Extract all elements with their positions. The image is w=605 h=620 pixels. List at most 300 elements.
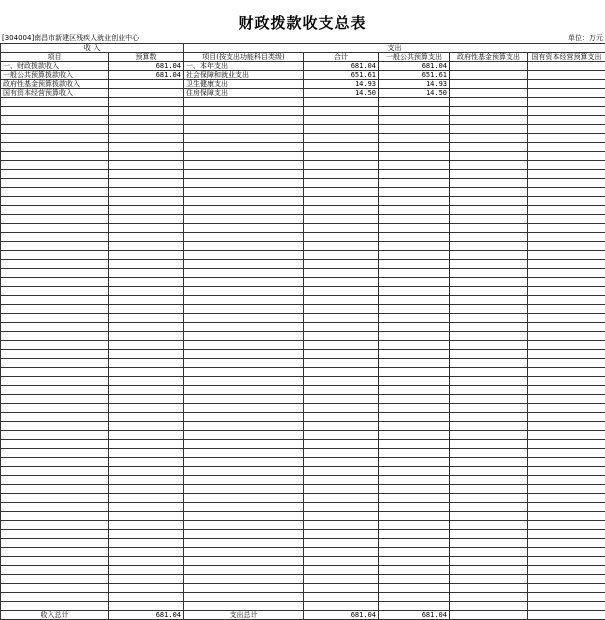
table-cell [1, 359, 109, 368]
table-cell [528, 494, 605, 503]
table-cell [184, 143, 304, 152]
table-cell [304, 98, 379, 107]
table-cell [528, 575, 605, 584]
column-header-row [1, 53, 605, 62]
table-cell [109, 359, 184, 368]
table-cell [450, 341, 528, 350]
table-row [1, 476, 605, 485]
table-cell [450, 134, 528, 143]
table-row [1, 458, 605, 467]
table-cell [450, 287, 528, 296]
table-cell [450, 323, 528, 332]
table-cell [450, 188, 528, 197]
table-cell [379, 134, 450, 143]
table-cell [109, 188, 184, 197]
table-cell [109, 125, 184, 134]
table-cell [304, 359, 379, 368]
table-cell: 651.61 [379, 71, 450, 80]
table-cell [528, 278, 605, 287]
table-cell [304, 566, 379, 575]
table-cell [450, 80, 528, 89]
table-body [1, 62, 605, 611]
table-cell [109, 170, 184, 179]
table-cell [184, 125, 304, 134]
table-cell [1, 395, 109, 404]
table-cell [109, 503, 184, 512]
table-cell [304, 305, 379, 314]
table-cell [184, 485, 304, 494]
table-cell [184, 530, 304, 539]
table-cell: 14.50 [304, 89, 379, 98]
table-cell [109, 233, 184, 242]
table-cell [109, 341, 184, 350]
col-header: 项目 [1, 53, 109, 62]
table-cell [528, 521, 605, 530]
table-cell [450, 494, 528, 503]
table-cell [379, 422, 450, 431]
table-cell [528, 323, 605, 332]
table-row [1, 341, 605, 350]
table-cell [184, 575, 304, 584]
col-header: 合计 [304, 53, 379, 62]
table-cell [450, 386, 528, 395]
table-cell [379, 170, 450, 179]
table-cell [109, 548, 184, 557]
table-cell [184, 332, 304, 341]
table-cell [528, 548, 605, 557]
table-cell [184, 215, 304, 224]
table-cell [379, 521, 450, 530]
table-cell [528, 404, 605, 413]
table-cell [1, 467, 109, 476]
table-row [1, 170, 605, 179]
table-cell [1, 584, 109, 593]
table-cell [1, 476, 109, 485]
table-cell [379, 359, 450, 368]
table-cell [109, 323, 184, 332]
table-cell [450, 566, 528, 575]
table-cell [379, 242, 450, 251]
table-cell [450, 215, 528, 224]
table-cell [528, 80, 605, 89]
table-cell [528, 305, 605, 314]
table-cell [528, 242, 605, 251]
table-cell [109, 539, 184, 548]
table-cell [528, 593, 605, 602]
table-cell [184, 242, 304, 251]
table-cell [528, 260, 605, 269]
table-cell [184, 449, 304, 458]
table-cell [109, 89, 184, 98]
table-cell [109, 449, 184, 458]
income-group-header: 收 入 [1, 44, 184, 53]
table-cell [379, 512, 450, 521]
table-cell [304, 170, 379, 179]
table-cell [1, 350, 109, 359]
table-cell [528, 179, 605, 188]
table-cell [1, 503, 109, 512]
table-row [1, 539, 605, 548]
table-cell [528, 251, 605, 260]
table-cell [184, 521, 304, 530]
table-cell [184, 593, 304, 602]
table-row [1, 314, 605, 323]
table-row [1, 197, 605, 206]
table-cell [450, 521, 528, 530]
table-row [1, 431, 605, 440]
table-cell [379, 215, 450, 224]
table-cell [109, 134, 184, 143]
table-cell [184, 206, 304, 215]
table-cell [379, 251, 450, 260]
table-cell: 681.04 [109, 611, 184, 620]
table-cell [379, 260, 450, 269]
table-cell [379, 377, 450, 386]
table-row [1, 404, 605, 413]
table-cell [304, 260, 379, 269]
table-cell [109, 386, 184, 395]
table-cell [304, 143, 379, 152]
table-cell [528, 197, 605, 206]
table-cell [184, 269, 304, 278]
table-cell [528, 152, 605, 161]
table-cell [528, 566, 605, 575]
table-cell [450, 557, 528, 566]
table-cell [1, 269, 109, 278]
table-cell [184, 233, 304, 242]
table-row [1, 521, 605, 530]
table-cell [1, 575, 109, 584]
table-cell [450, 350, 528, 359]
table-cell: 国有资本经营预算收入 [1, 89, 109, 98]
table-cell [184, 431, 304, 440]
table-row [1, 395, 605, 404]
table-cell [450, 467, 528, 476]
table-cell [379, 548, 450, 557]
table-row [1, 368, 605, 377]
table-cell [379, 494, 450, 503]
budget-table [0, 43, 605, 620]
table-cell [450, 197, 528, 206]
table-cell [109, 143, 184, 152]
col-header: 预算数 [109, 53, 184, 62]
table-cell [379, 287, 450, 296]
table-cell [304, 314, 379, 323]
table-row [1, 98, 605, 107]
table-cell [528, 512, 605, 521]
table-cell [184, 116, 304, 125]
table-cell [379, 314, 450, 323]
table-cell [109, 332, 184, 341]
table-cell [304, 134, 379, 143]
table-cell [184, 278, 304, 287]
table-cell: 14.93 [304, 80, 379, 89]
table-cell [379, 161, 450, 170]
table-cell [528, 557, 605, 566]
table-row [1, 422, 605, 431]
table-cell [528, 602, 605, 611]
col-header: 政府性基金预算支出 [450, 53, 528, 62]
table-cell [528, 449, 605, 458]
table-cell [184, 287, 304, 296]
table-cell [528, 584, 605, 593]
table-cell [1, 98, 109, 107]
table-row [1, 62, 605, 71]
table-cell [109, 593, 184, 602]
table-cell [1, 323, 109, 332]
table-cell [450, 431, 528, 440]
table-cell [379, 107, 450, 116]
table-cell [109, 107, 184, 116]
table-row [1, 512, 605, 521]
table-cell [450, 413, 528, 422]
table-cell [109, 458, 184, 467]
table-cell [528, 125, 605, 134]
table-cell [379, 188, 450, 197]
table-row [1, 602, 605, 611]
table-row [1, 323, 605, 332]
table-cell [528, 377, 605, 386]
table-cell [184, 440, 304, 449]
table-cell [528, 62, 605, 71]
table-cell [109, 269, 184, 278]
table-cell [109, 296, 184, 305]
table-cell [379, 584, 450, 593]
table-cell [379, 431, 450, 440]
table-row [1, 206, 605, 215]
table-cell [379, 206, 450, 215]
table-cell [109, 206, 184, 215]
table-cell [379, 476, 450, 485]
table-cell [1, 458, 109, 467]
table-row [1, 233, 605, 242]
table-cell [184, 494, 304, 503]
table-row [1, 296, 605, 305]
table-cell [528, 476, 605, 485]
table-cell [304, 116, 379, 125]
table-cell [109, 242, 184, 251]
table-cell [304, 485, 379, 494]
table-cell [109, 377, 184, 386]
table-cell [379, 305, 450, 314]
table-cell [184, 422, 304, 431]
table-cell [450, 269, 528, 278]
table-cell [528, 386, 605, 395]
table-cell [450, 476, 528, 485]
col-header: 一般公共预算支出 [379, 53, 450, 62]
table-cell [450, 548, 528, 557]
table-cell [450, 404, 528, 413]
table-cell [379, 179, 450, 188]
table-row [1, 188, 605, 197]
table-cell [528, 440, 605, 449]
table-cell [528, 143, 605, 152]
table-cell [184, 170, 304, 179]
table-cell [1, 224, 109, 233]
table-cell [184, 323, 304, 332]
table-cell [450, 332, 528, 341]
table-row [1, 557, 605, 566]
table-cell [450, 98, 528, 107]
table-cell [304, 440, 379, 449]
table-cell [304, 269, 379, 278]
table-cell [304, 602, 379, 611]
table-cell [379, 350, 450, 359]
table-cell [184, 458, 304, 467]
table-cell [450, 512, 528, 521]
table-cell [184, 305, 304, 314]
table-cell [184, 251, 304, 260]
table-cell [304, 557, 379, 566]
table-cell [528, 332, 605, 341]
table-cell [450, 224, 528, 233]
table-cell [184, 359, 304, 368]
table-cell: 一、本年支出 [184, 62, 304, 71]
table-cell [304, 278, 379, 287]
table-cell [1, 296, 109, 305]
table-cell [1, 521, 109, 530]
table-cell [109, 215, 184, 224]
table-cell [450, 251, 528, 260]
table-cell [528, 503, 605, 512]
table-cell [379, 233, 450, 242]
table-cell [304, 161, 379, 170]
table-cell [379, 323, 450, 332]
table-row [1, 224, 605, 233]
table-cell [379, 197, 450, 206]
table-cell [450, 539, 528, 548]
table-cell [304, 386, 379, 395]
table-cell [1, 494, 109, 503]
table-cell [184, 161, 304, 170]
table-cell [184, 224, 304, 233]
table-cell [1, 116, 109, 125]
table-cell [109, 575, 184, 584]
table-cell [304, 422, 379, 431]
table-cell [450, 170, 528, 179]
table-cell [450, 440, 528, 449]
table-cell [379, 332, 450, 341]
table-cell [450, 530, 528, 539]
table-cell [528, 458, 605, 467]
table-cell [528, 539, 605, 548]
table-cell [304, 188, 379, 197]
table-cell [1, 341, 109, 350]
table-cell [1, 287, 109, 296]
table-cell [379, 224, 450, 233]
table-cell [184, 296, 304, 305]
table-cell: 一、财政拨款收入 [1, 62, 109, 71]
table-cell [1, 278, 109, 287]
table-cell [109, 152, 184, 161]
table-cell [379, 296, 450, 305]
table-row [1, 413, 605, 422]
table-cell: 681.04 [304, 611, 379, 620]
table-cell [379, 593, 450, 602]
table-cell [528, 89, 605, 98]
table-row [1, 152, 605, 161]
table-cell [528, 368, 605, 377]
table-row [1, 575, 605, 584]
table-row [1, 125, 605, 134]
table-row [1, 440, 605, 449]
table-cell [304, 467, 379, 476]
table-cell: 14.50 [379, 89, 450, 98]
table-cell [109, 485, 184, 494]
table-cell [184, 395, 304, 404]
table-cell [528, 188, 605, 197]
table-cell [379, 413, 450, 422]
table-cell [450, 296, 528, 305]
table-cell [1, 431, 109, 440]
table-cell [450, 89, 528, 98]
table-cell [109, 98, 184, 107]
table-cell [379, 530, 450, 539]
table-cell [379, 566, 450, 575]
table-cell [450, 116, 528, 125]
table-cell [450, 242, 528, 251]
table-cell [528, 98, 605, 107]
table-cell [528, 215, 605, 224]
table-cell [528, 611, 605, 620]
table-cell [304, 413, 379, 422]
table-cell [304, 377, 379, 386]
table-cell [1, 134, 109, 143]
table-cell [1, 125, 109, 134]
table-cell [528, 485, 605, 494]
table-cell: 卫生健康支出 [184, 80, 304, 89]
table-cell [109, 287, 184, 296]
table-cell [450, 359, 528, 368]
table-cell: 681.04 [109, 62, 184, 71]
table-cell [528, 269, 605, 278]
table-cell: 社会保障和就业支出 [184, 71, 304, 80]
table-cell: 14.93 [379, 80, 450, 89]
table-cell [304, 458, 379, 467]
table-cell [1, 404, 109, 413]
page-title: 财政拨款收支总表 [0, 12, 605, 33]
table-cell [304, 584, 379, 593]
table-cell: 651.61 [304, 71, 379, 80]
table-cell [304, 125, 379, 134]
table-cell [109, 305, 184, 314]
table-cell [1, 233, 109, 242]
table-cell [450, 584, 528, 593]
table-cell [450, 458, 528, 467]
table-cell [304, 368, 379, 377]
table-cell [379, 125, 450, 134]
table-cell [379, 341, 450, 350]
table-row [1, 503, 605, 512]
table-cell [1, 539, 109, 548]
table-row [1, 386, 605, 395]
table-row [1, 260, 605, 269]
table-cell [1, 413, 109, 422]
table-cell [109, 278, 184, 287]
table-cell [184, 179, 304, 188]
table-cell [304, 197, 379, 206]
table-cell [379, 386, 450, 395]
table-cell [528, 530, 605, 539]
table-cell [450, 179, 528, 188]
table-cell [528, 224, 605, 233]
table-row [1, 449, 605, 458]
table-cell [528, 233, 605, 242]
table-cell [450, 593, 528, 602]
table-cell [1, 260, 109, 269]
table-cell [304, 107, 379, 116]
table-cell [379, 602, 450, 611]
